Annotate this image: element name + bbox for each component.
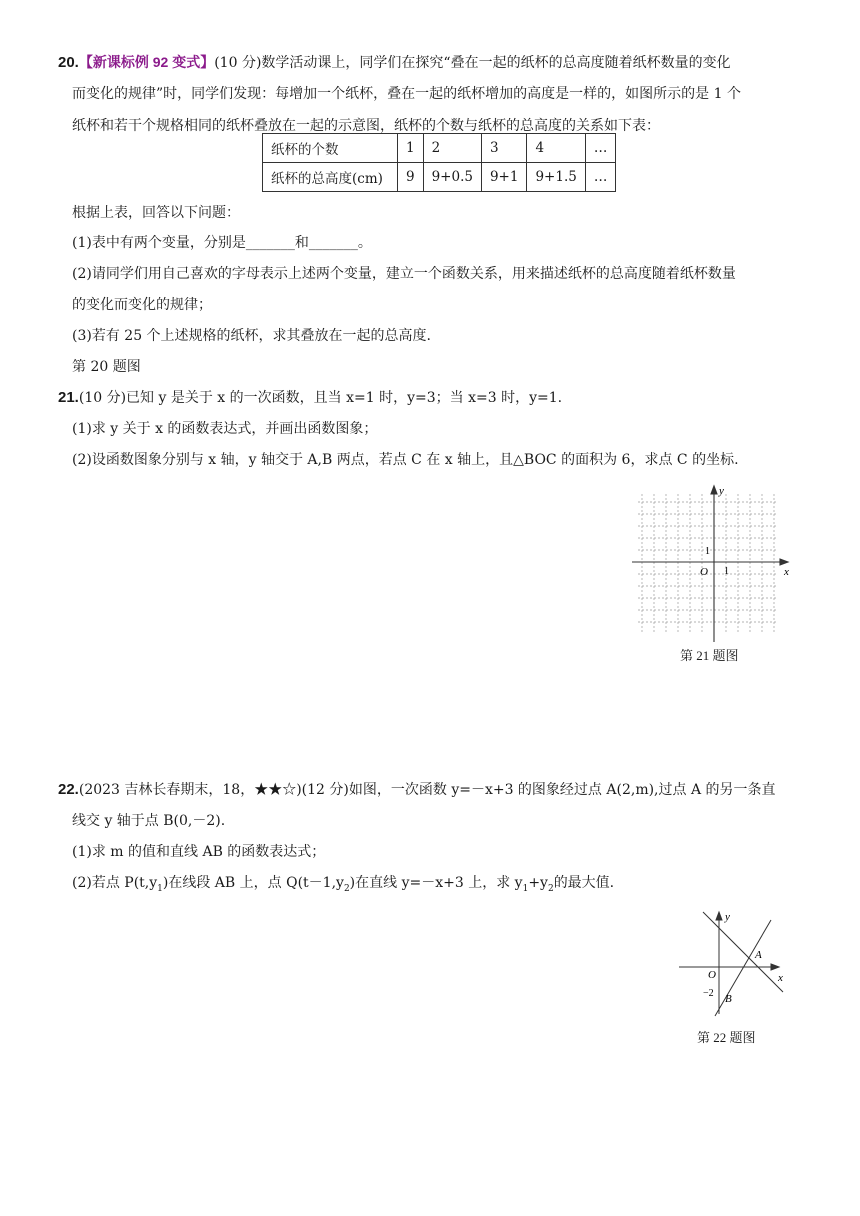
text-span: )在直线 y=－x+3 上，求 y	[349, 875, 523, 891]
point-label-b: B	[725, 993, 732, 1005]
cup-height-table	[262, 133, 616, 192]
table-cell: 9+1.5	[527, 163, 585, 192]
q21-grid-figure	[630, 482, 800, 662]
q21-line1	[58, 388, 562, 408]
q22-text-1: (2023 吉林长春期末，18，★★☆)(12 分)如图，一次函数 y=－x+3 的图象经过点 A(2,m),过点 A 的另一条直	[78, 782, 776, 798]
q20-source-tag: 【新课标例 92 变式】	[78, 54, 215, 70]
q20-part2a: (2)请同学们用自己喜欢的字母表示上述两个变量，建立一个函数关系，用来描述纸杯的总高度随着纸杯数量	[72, 266, 736, 282]
text-span: )在线段 AB 上，点 Q(t－1,y	[162, 875, 344, 891]
subscript: 2	[547, 883, 554, 894]
tick-label: 1	[724, 566, 729, 577]
q21-number: 21.	[58, 389, 79, 406]
q21-figure-caption: 第 21 题图	[680, 648, 739, 663]
table-cell: 纸杯的总高度(cm)	[263, 163, 398, 192]
q20-part2b: 的变化而变化的规律；	[72, 297, 212, 313]
table-cell: 9+1	[481, 163, 527, 192]
q22-line1	[58, 780, 776, 800]
subscript: 2	[343, 883, 350, 894]
q20-line3-visible: 纸杯和若干个规格相同的纸杯叠放在一起的示意图，纸杯的个数与纸杯的总高度的关系如下表：	[72, 118, 660, 134]
q20-part1: (1)表中有两个变量，分别是_______和_______。	[72, 235, 372, 251]
subscript: 1	[157, 883, 163, 894]
q22-figure-caption: 第 22 题图	[697, 1030, 756, 1045]
origin-label: O	[700, 566, 708, 578]
q21-part1: (1)求 y 关于 x 的函数表达式，并画出函数图象；	[72, 421, 378, 437]
table-cell: 1	[398, 134, 424, 163]
q20-number: 20.	[58, 54, 79, 71]
table-cell: 9+0.5	[423, 163, 481, 192]
origin-label: O	[708, 969, 716, 981]
axis-label: x	[784, 566, 789, 578]
axis-label: y	[725, 911, 730, 923]
q22-line-figure	[675, 910, 795, 1020]
axis-label: y	[719, 485, 724, 497]
text-span: +y	[528, 875, 548, 891]
q20-text-1: (10 分)数学活动课上，同学们在探究“叠在一起的纸杯的总高度随着纸杯数量的变化	[214, 55, 731, 71]
q20-figure-ref: 第 20 题图	[72, 359, 141, 375]
table-row	[263, 134, 616, 163]
table-row	[263, 163, 616, 192]
q21-part2: (2)设函数图象分别与 x 轴，y 轴交于 A,B 两点，若点 C 在 x 轴上，且△BOC 的面积为 6，求点 C 的坐标.	[72, 452, 739, 468]
tick-label: 1	[705, 546, 710, 557]
q20-line2: 而变化的规律”时，同学们发现：每增加一个纸杯，叠在一起的纸杯增加的高度是一样的，如图所示的是 1 个	[72, 86, 741, 102]
q20-part3: (3)若有 25 个上述规格的纸杯，求其叠放在一起的总高度.	[72, 328, 431, 344]
table-cell: 纸杯的个数	[263, 134, 398, 163]
q20-intro: 根据上表，回答以下问题：	[72, 205, 240, 221]
table-cell: 2	[423, 134, 481, 163]
q22-part1: (1)求 m 的值和直线 AB 的函数表达式；	[72, 844, 326, 860]
axis-label: x	[778, 972, 783, 984]
q21-text-1: (10 分)已知 y 是关于 x 的一次函数，且当 x=1 时，y=3；当 x=3 时，y=1.	[78, 390, 563, 406]
table-cell: 3	[481, 134, 527, 163]
q22-part2	[72, 873, 614, 899]
q22-number: 22.	[58, 781, 79, 798]
subscript: 1	[522, 883, 529, 894]
q20-line1	[58, 52, 731, 73]
tick-label: −2	[703, 988, 714, 999]
table-cell: 9	[398, 163, 424, 192]
table-cell: 4	[527, 134, 585, 163]
table-cell: …	[585, 134, 616, 163]
text-span: (2)若点 P(t,y	[72, 875, 158, 891]
q22-line2: 线交 y 轴于点 B(0,－2).	[72, 813, 226, 829]
point-label-a: A	[755, 949, 762, 961]
table-cell: …	[585, 163, 616, 192]
text-span: 的最大值.	[553, 875, 615, 891]
